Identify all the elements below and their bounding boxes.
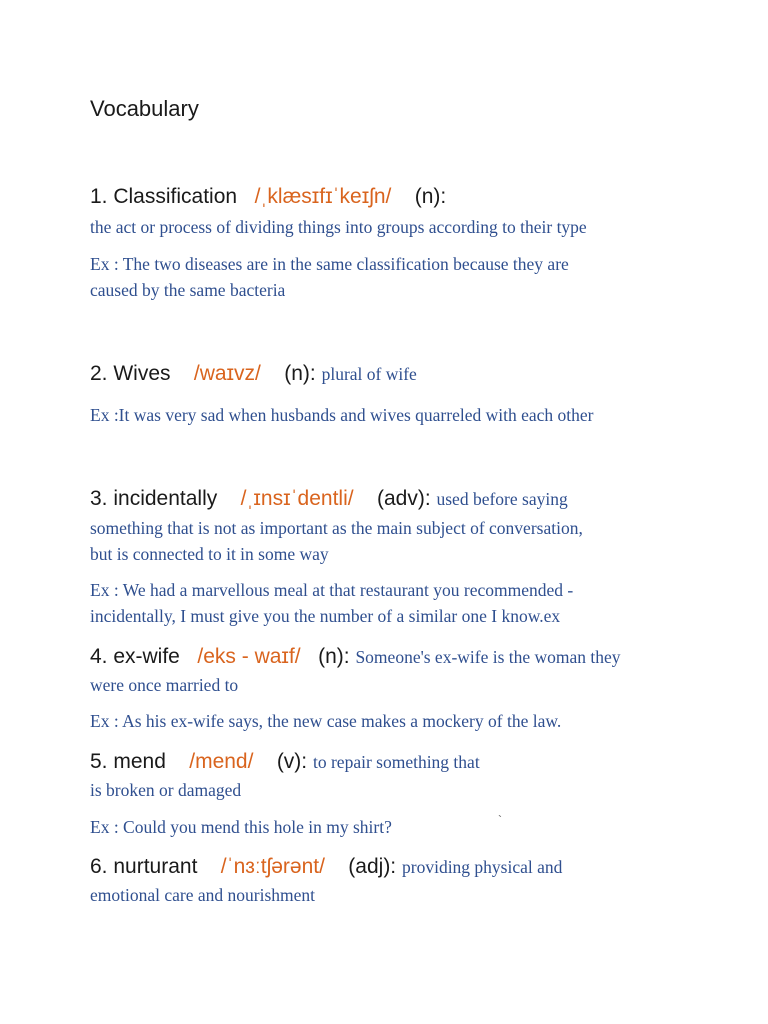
entry-word: 1. Classification (90, 185, 238, 208)
entry-pos: (v): (276, 750, 308, 773)
entry-heading-4 (90, 645, 621, 669)
entry-ipa: /ˌklæsɪfɪˈkeɪʃn/ (254, 185, 392, 208)
entry-definition-line: is broken or damaged (90, 780, 242, 800)
entry-pos: (n): (414, 185, 447, 208)
entry-example-line: Ex : As his ex-wife says, the new case makes a mockery of the law. (90, 711, 562, 731)
entry-pos: (adv): (376, 487, 431, 510)
entry-example-line: Ex : The two diseases are in the same classification because they are (90, 254, 569, 274)
entry-word: 6. nurturant (90, 855, 198, 878)
entry-definition-line: plural of wife (321, 364, 417, 384)
entry-pos: (n): (284, 362, 316, 385)
entry-example-line: Ex :It was very sad when husbands and wives quarreled with each other (90, 405, 594, 425)
entry-word: 5. mend (90, 750, 166, 773)
entry-word: 4. ex-wife (90, 645, 180, 668)
entry-pos: (n): (318, 645, 350, 668)
entry-definition-line: but is connected to it in some way (90, 544, 329, 564)
entry-definition-line: emotional care and nourishment (90, 885, 315, 905)
entry-ipa: /waɪvz/ (193, 362, 261, 385)
entry-heading-2 (90, 362, 417, 386)
entry-definition-line: were once married to (90, 675, 239, 695)
entry-example-line: caused by the same bacteria (90, 280, 286, 300)
entry-definition-line: something that is not as important as the main subject of conversation, (90, 518, 583, 538)
entry-example-line: Ex : We had a marvellous meal at that restaurant you recommended - (90, 580, 574, 600)
entry-definition-line: the act or process of dividing things into groups according to their type (90, 217, 587, 237)
entry-word: 2. Wives (90, 362, 171, 385)
entry-heading-6 (90, 855, 562, 879)
entry-heading-5 (90, 750, 480, 774)
entry-definition-line: to repair something that (312, 752, 480, 772)
entry-ipa: /mend/ (189, 750, 254, 773)
entry-heading-3 (90, 487, 568, 511)
entry-example-line: Ex : Could you mend this hole in my shirt? (90, 817, 392, 837)
page-title: Vocabulary (90, 96, 199, 121)
entry-ipa: /ˈnɜːtʃərənt/ (220, 855, 325, 878)
entry-pos: (adj): (348, 855, 397, 878)
entry-definition-line: Someone's ex-wife is the woman they (355, 647, 621, 667)
entry-ipa: /eks - waɪf/ (197, 645, 301, 668)
entry-definition-line: used before saying (436, 489, 568, 509)
entry-definition-line: providing physical and (402, 857, 563, 877)
entry-example-line: incidentally, I must give you the number of a similar one I know.ex (90, 606, 561, 626)
entry-ipa: /ˌɪnsɪˈdentli/ (240, 487, 354, 510)
stray-mark: ` (498, 813, 502, 827)
entry-word: 3. incidentally (90, 487, 218, 510)
entry-heading-1 (90, 185, 446, 209)
